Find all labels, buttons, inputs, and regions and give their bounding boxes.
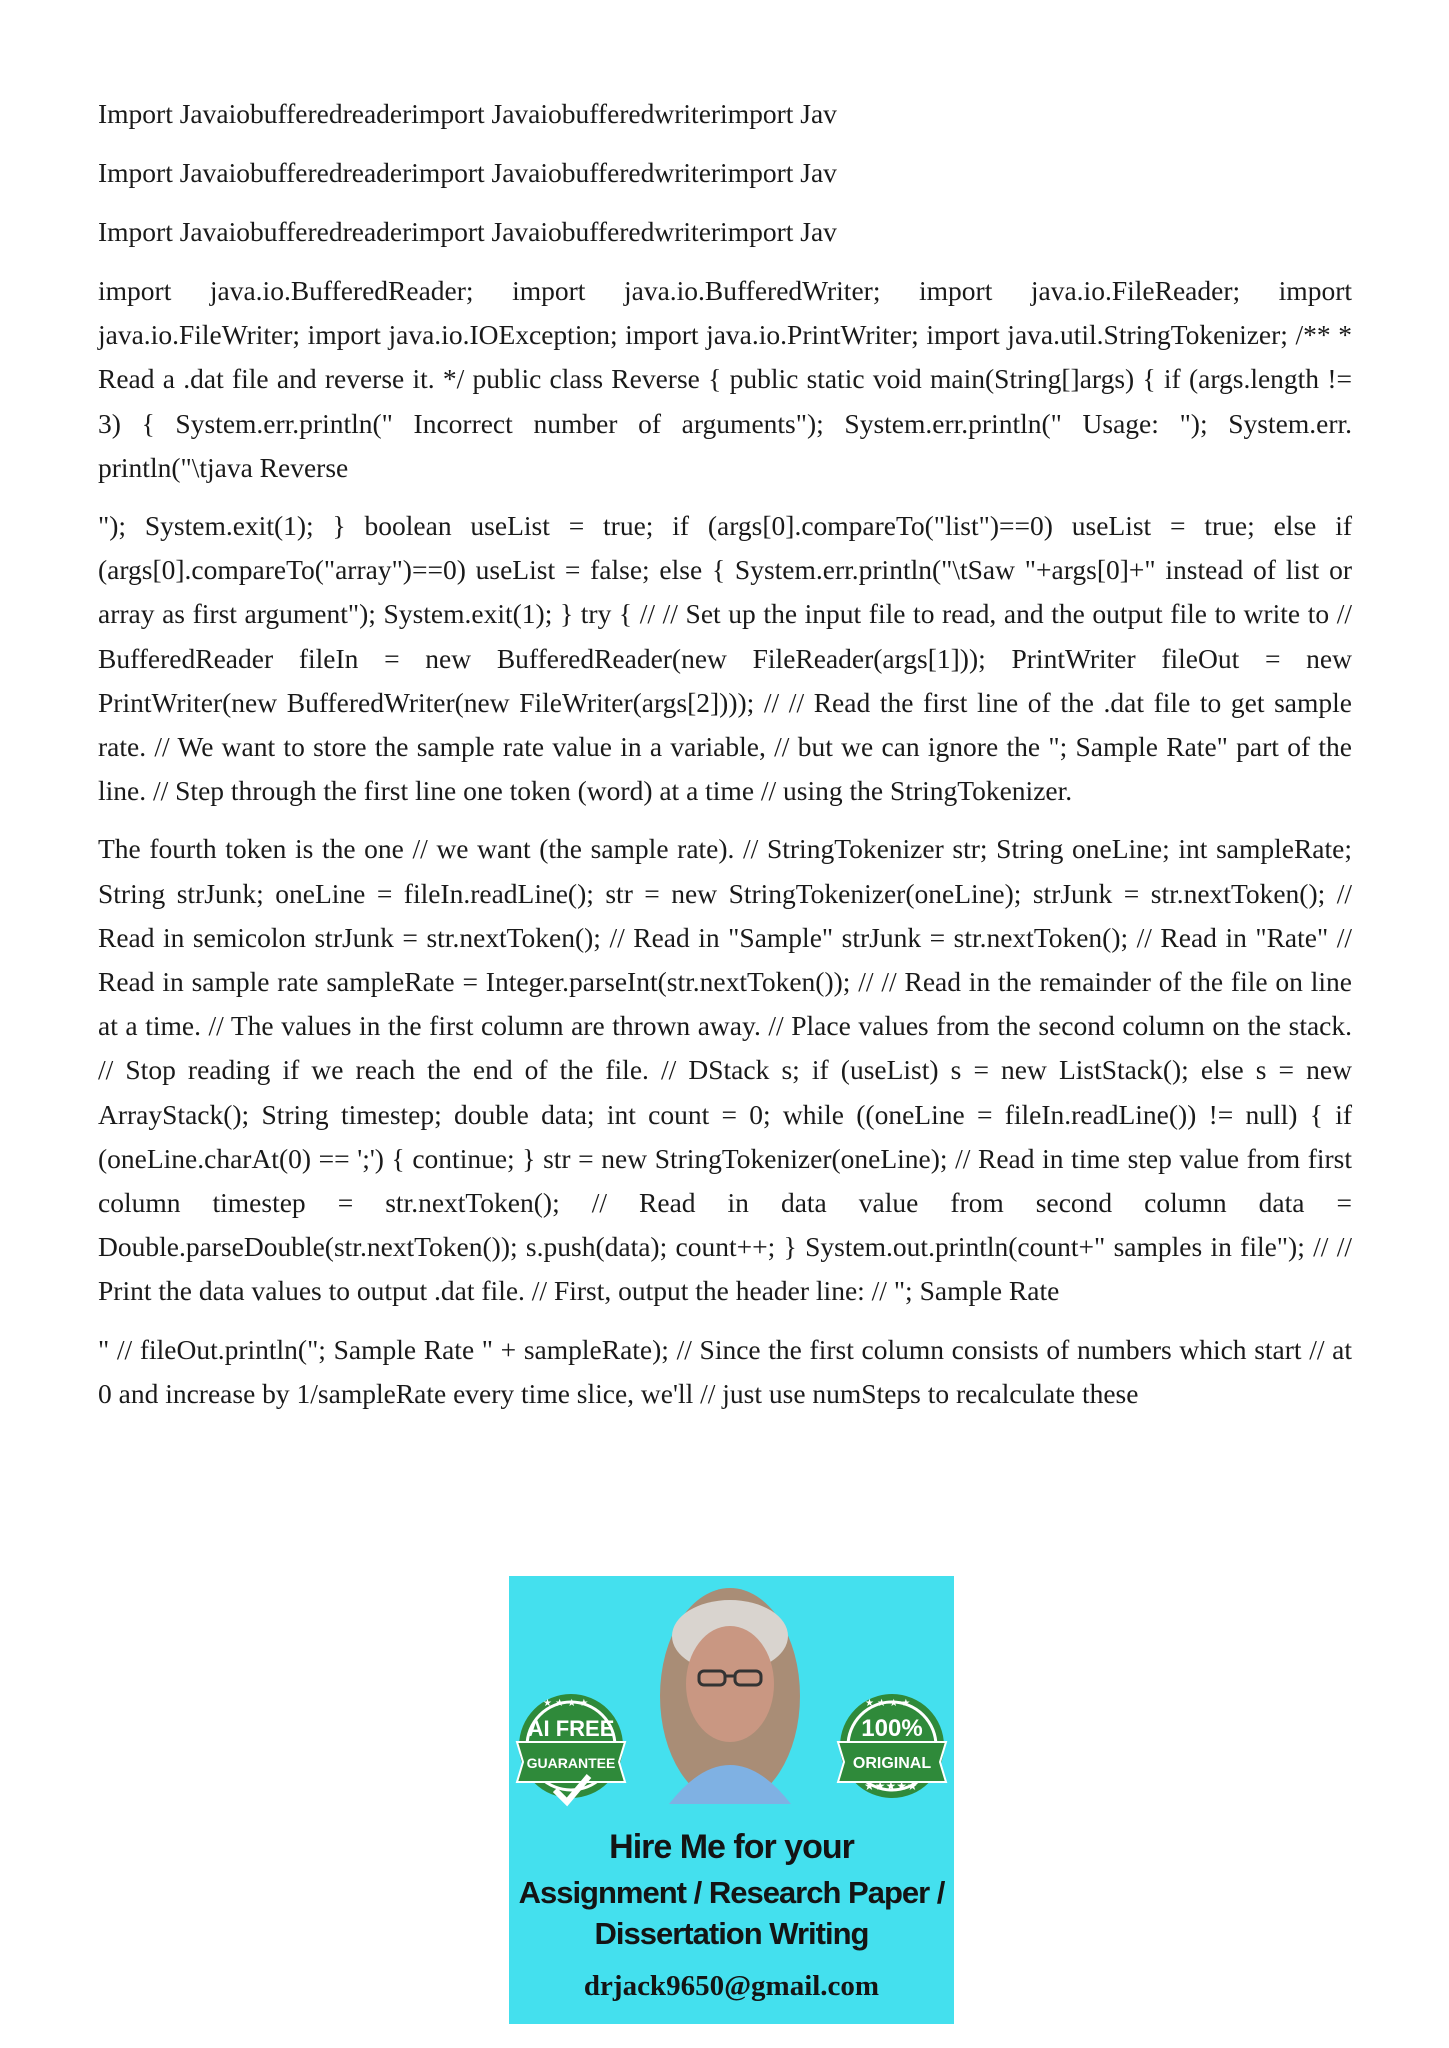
code-paragraph: " // fileOut.println("; Sample Rate " + sampleRate); // Since the first column consists of numbers which start // at 0 and increase by 1/sampleRate every time slice, we'll // just use numSteps to recalculate these (98, 1333, 1352, 1409)
svg-text:★★★★★: ★★★★★ (864, 1779, 918, 1793)
document-body (98, 92, 1352, 1430)
advert-services: Assignment / Research Paper / (518, 1875, 945, 1910)
svg-text:★ ★ ★ ★: ★ ★ ★ ★ (543, 1698, 589, 1709)
ai-free-text: AI FREE (527, 1716, 615, 1741)
code-paragraph: The fourth token is the one // we want (the sample rate). // StringTokenizer str; String oneLine; int sampleRate; String strJunk; oneLine = fileIn.readLine(); str = new StringTokenizer(oneLine); strJunk = str.nextToken(); // Read in semicolon strJunk = str.nextToken(); // Read in "Sample" strJunk = str.nextToken(); // Read in "Rate" // Read in sample rate sampleRate = Integer.parseInt(str.nextToken()); // // Read in the remainder of the file on line at a time. // The values in the first column are thrown away. // Place values from the second column on the stack. // Stop reading if we reach the end of the file. // DStack s; if (useList) s = new ListStack(); else s = new ArrayStack(); String timestep; double data; int count = 0; while ((oneLine = fileIn.readLine()) != null) { if (oneLine.charAt(0) == ';') { continue; } str = new StringTokenizer(oneLine); // Read in time step value from first column timestep = str.nextToken(); // Read in data value from second column data = Double.parseDouble(str.nextToken()); s.push(data); count++; } System.out.println(count+" samples in file"); // // Print the data values to output .dat file. // First, output the header line: // "; Sample Rate (98, 833, 1352, 1307)
advert-banner[interactable] (509, 1576, 954, 2024)
heading-line: Import Javaiobufferedreaderimport Javaiobufferedwriterimport Jav (98, 216, 837, 247)
portrait-photo (660, 1588, 800, 1804)
advert-graphics (509, 1576, 954, 2024)
code-paragraph: "); System.exit(1); } boolean useList = true; if (args[0].compareTo("list")==0) useList = true; else if (args[0].compareTo("array")==0) useList = false; else { System.err.println("\tSaw "+args[0]+" instead of list or array as first argument"); System.exit(1); } try { // // Set up the input file to read, and the output file to write to // BufferedReader fileIn = new BufferedReader(new FileReader(args[1])); PrintWriter fileOut = new PrintWriter(new BufferedWriter(new FileWriter(args[2]))); // // Read the first line of the .dat file to get sample rate. // We want to store the sample rate value in a variable, // but we can ignore the "; Sample Rate" part of the line. // Step through the first line one token (word) at a time // using the StringTokenizer. (98, 510, 1352, 807)
percent-text: 100% (861, 1715, 923, 1742)
heading-line: Import Javaiobufferedreaderimport Javaiobufferedwriterimport Jav (98, 157, 837, 188)
advert-email-link[interactable]: drjack9650@gmail.com (583, 1970, 880, 2002)
original-badge (838, 1694, 946, 1798)
guarantee-text: GUARANTEE (526, 1755, 616, 1771)
heading-line: Import Javaiobufferedreaderimport Javaiobufferedwriterimport Jav (98, 98, 837, 129)
code-paragraph: import java.io.BufferedReader; import java.io.BufferedWriter; import java.io.FileReader; import java.io.FileWriter; import java.io.IOException; import java.io.PrintWriter; import java.util.StringTokenizer; /** * Read a .dat file and reverse it. */ public class Reverse { public static void main(String[]args) { if (args.length != 3) { System.err.println(" Incorrect number of arguments"); System.err.println(" Usage: "); System.err. println("\tjava Reverse (98, 275, 1352, 483)
ai-free-badge (517, 1694, 625, 1802)
svg-text:★ ★ ★ ★: ★ ★ ★ ★ (865, 1698, 911, 1709)
advert-headline: Hire Me for your (609, 1828, 854, 1866)
advert-services-2: Dissertation Writing (594, 1916, 869, 1951)
original-text: ORIGINAL (852, 1755, 932, 1772)
